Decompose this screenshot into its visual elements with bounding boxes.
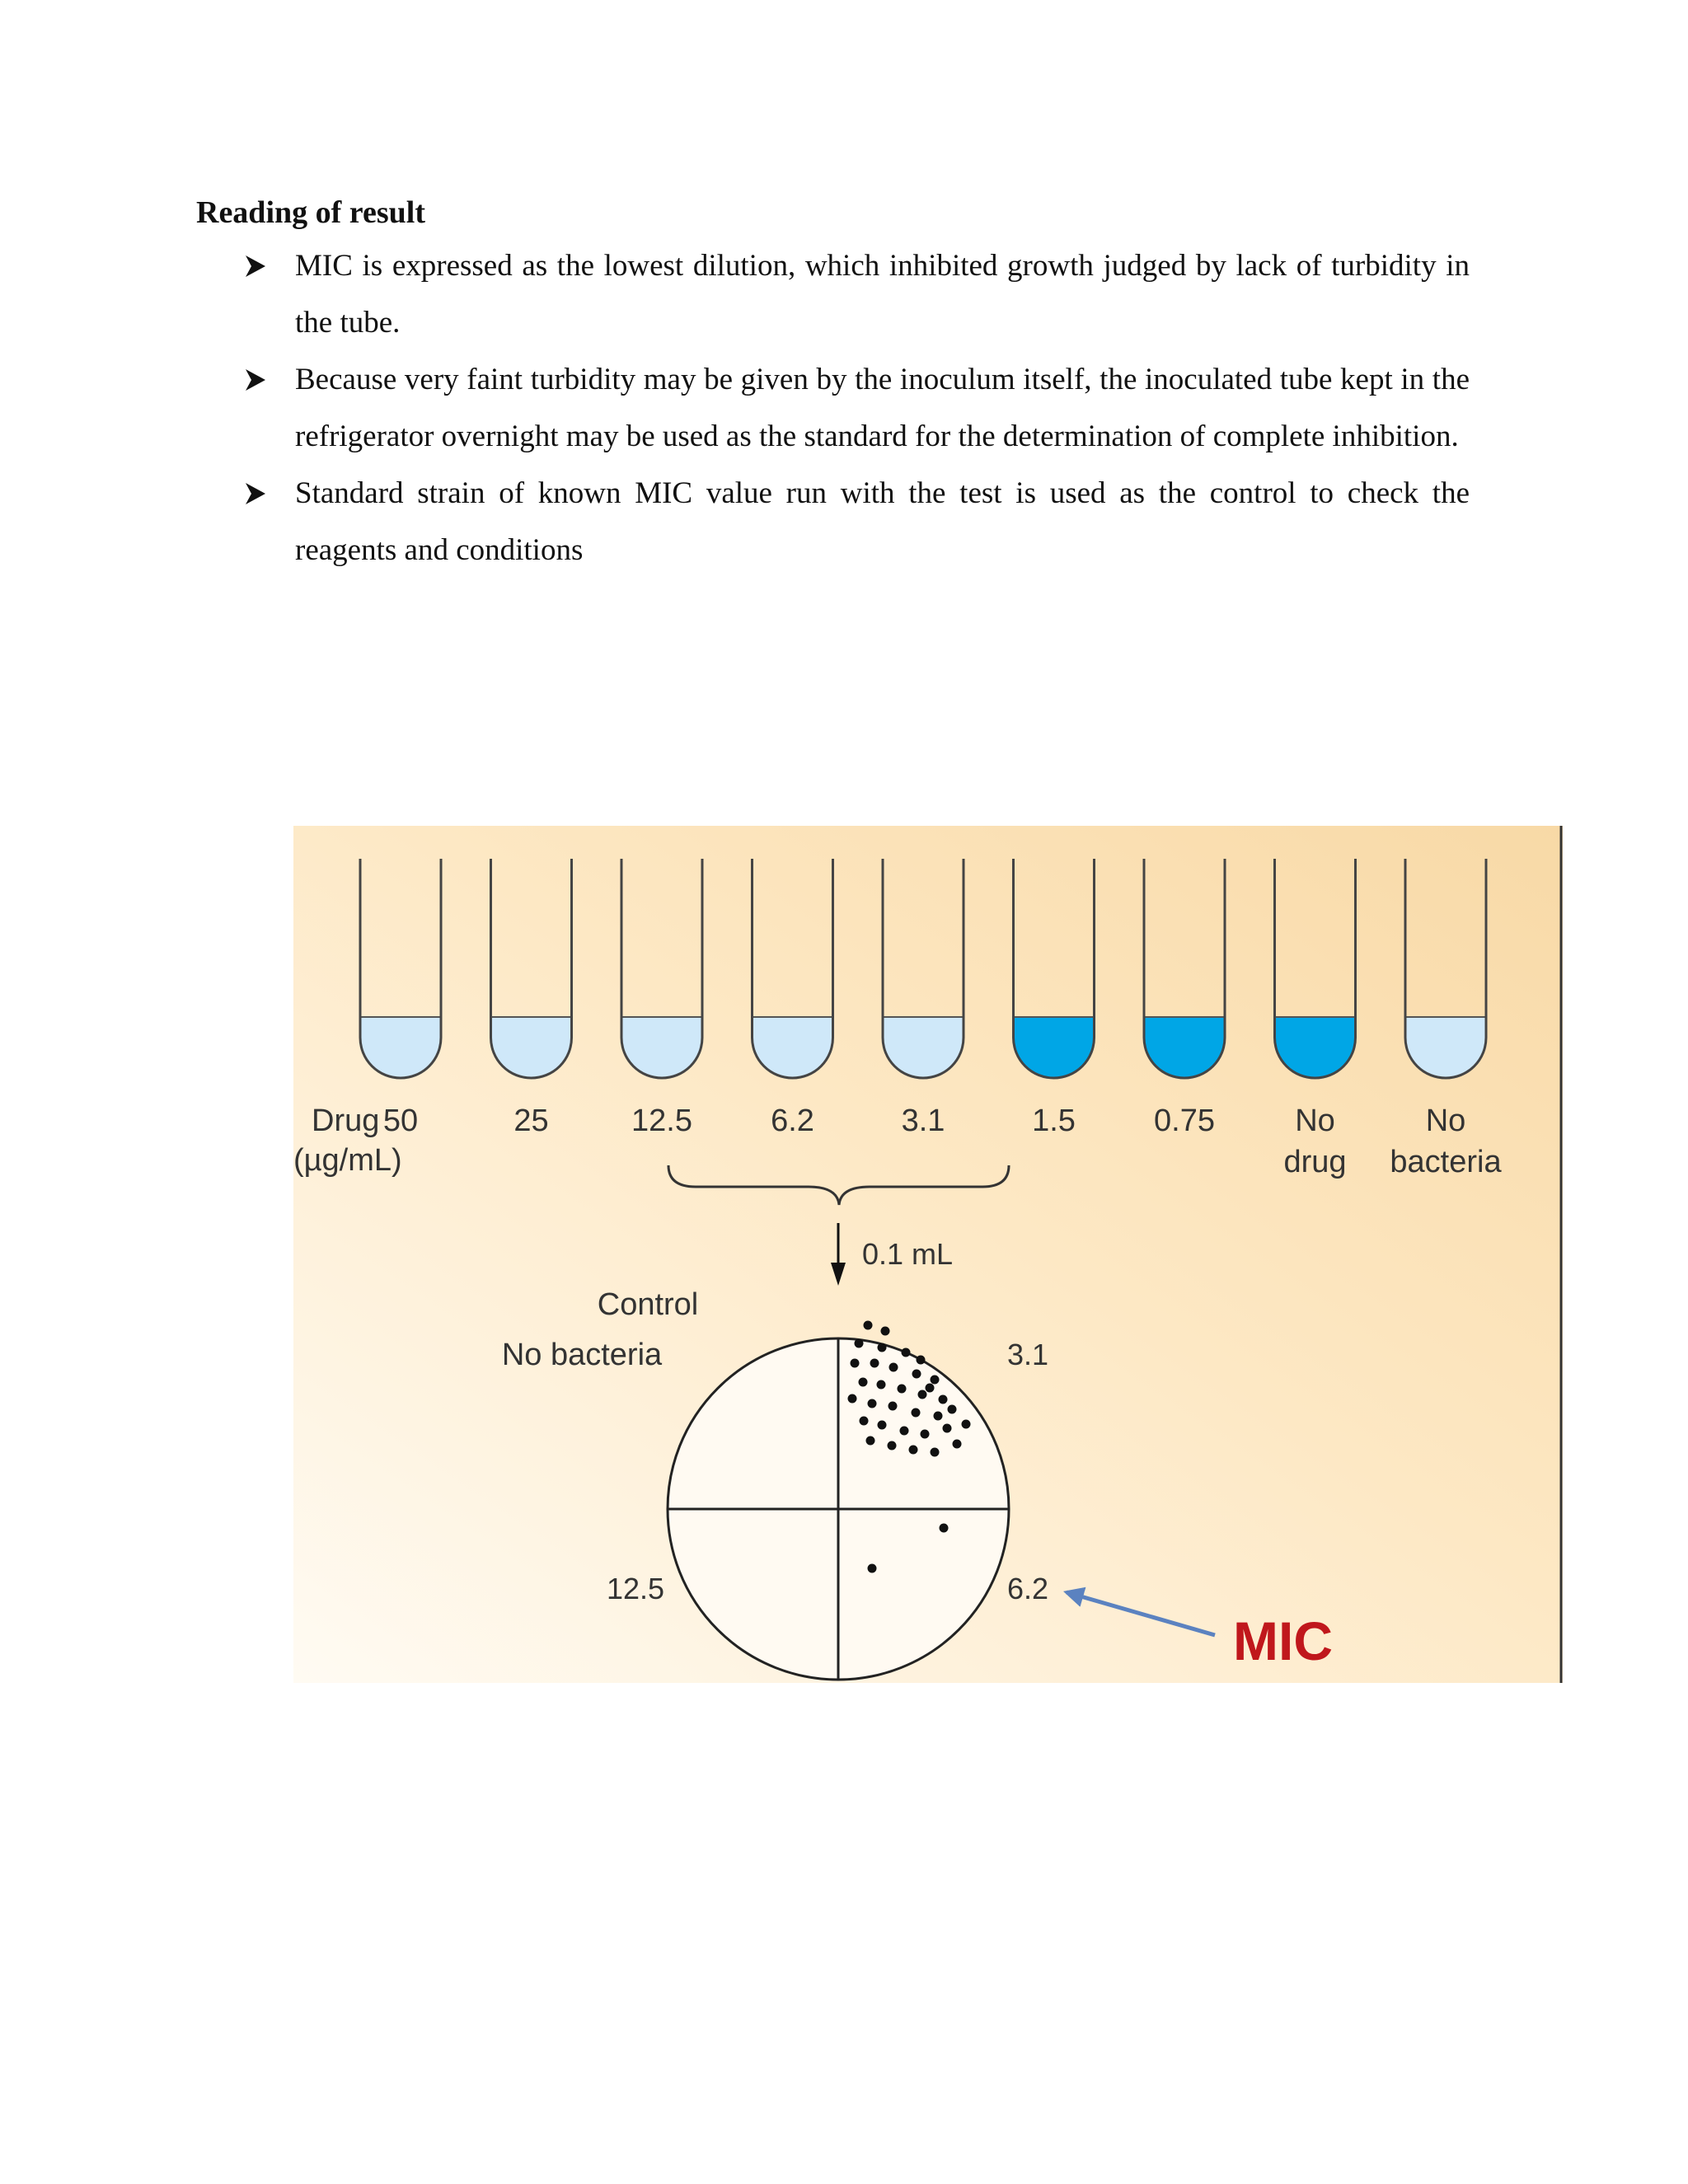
bacterial-colony [931,1448,940,1457]
bacterial-colony [953,1440,962,1449]
bacterial-colony [878,1343,887,1352]
bacterial-colony [848,1394,857,1404]
arrowhead-bullet-icon [246,369,265,391]
concentration-label: 50 [382,1104,419,1138]
quadrant-label-bottom-right: 6.2 [1007,1572,1049,1605]
bullet-text: Standard strain of known MIC value run with the test is used as the control to check the reagents and conditions [295,476,1470,567]
concentration-label: 1.5 [1032,1104,1076,1138]
mic-label: MIC [1233,1610,1333,1671]
concentration-label: 25 [513,1104,549,1138]
bacterial-colony [888,1441,897,1451]
bacterial-colony [881,1327,890,1336]
bacterial-colony [909,1446,918,1455]
bacterial-colony [866,1436,875,1446]
bacterial-colony [939,1395,948,1404]
control-label: Control [597,1287,699,1322]
transfer-volume-label: 0.1 mL [862,1237,954,1271]
bacterial-colony [889,1363,898,1372]
list-item [246,237,1470,351]
bacterial-colony [912,1408,921,1418]
bacterial-colony [921,1430,930,1439]
quadrant-label-top-right: 3.1 [1007,1338,1049,1371]
bullet-text: MIC is expressed as the lowest dilution, which inhibited growth judged by lack of turbidity in the tube. [295,249,1470,340]
bacterial-colony [948,1405,957,1414]
concentration-label: 0.75 [1154,1104,1215,1138]
bacterial-colony [889,1402,898,1411]
bacterial-colony [851,1359,860,1368]
bacterial-colony [870,1359,879,1368]
concentration-sub-label: bacteria [1390,1145,1502,1179]
control-sub-label: No bacteria [501,1338,663,1372]
bullet-text: Because very faint turbidity may be given by the inoculum itself, the inoculated tube kept in the refrigerator overnight may be used as the standard for the determination of complete inhibition. [295,363,1470,453]
mic-dilution-figure [293,826,1563,1683]
bacterial-colony [878,1421,887,1430]
bacterial-colony [902,1348,911,1357]
arrowhead-bullet-icon [246,255,265,277]
concentration-label: 3.1 [901,1104,945,1138]
bacterial-colony [962,1420,971,1429]
concentration-label: No [1425,1104,1466,1138]
bacterial-colony [898,1385,907,1394]
bacterial-colony [918,1390,927,1399]
list-item [246,351,1470,465]
list-item [246,465,1470,579]
mic-dilution-diagram [293,826,1563,1683]
bacterial-colony [931,1376,940,1385]
bacterial-colony [912,1370,921,1379]
concentration-label: 12.5 [631,1104,692,1138]
bacterial-colony [855,1339,864,1348]
bacterial-colony [860,1417,869,1426]
quadrant-label-bottom-left: 12.5 [606,1572,665,1605]
section-heading: Reading of result [196,195,425,230]
concentration-label: No [1295,1104,1335,1138]
bacterial-colony [877,1380,886,1390]
bacterial-colony [926,1384,935,1393]
bacterial-colony [864,1321,873,1330]
bacterial-colony [943,1424,952,1433]
drug-unit-label: (µg/mL) [293,1143,402,1178]
arrowhead-bullet-icon [246,483,265,504]
bacterial-colony [900,1427,909,1436]
drug-label: Drug [312,1104,380,1138]
bacterial-colony [940,1524,949,1533]
bacterial-colony [868,1564,877,1573]
bullet-list [246,237,1470,579]
bacterial-colony [859,1378,868,1387]
concentration-label: 6.2 [771,1104,814,1138]
bacterial-colony [934,1412,943,1421]
bacterial-colony [917,1356,926,1365]
bacterial-colony [868,1399,877,1408]
concentration-sub-label: drug [1283,1145,1347,1179]
